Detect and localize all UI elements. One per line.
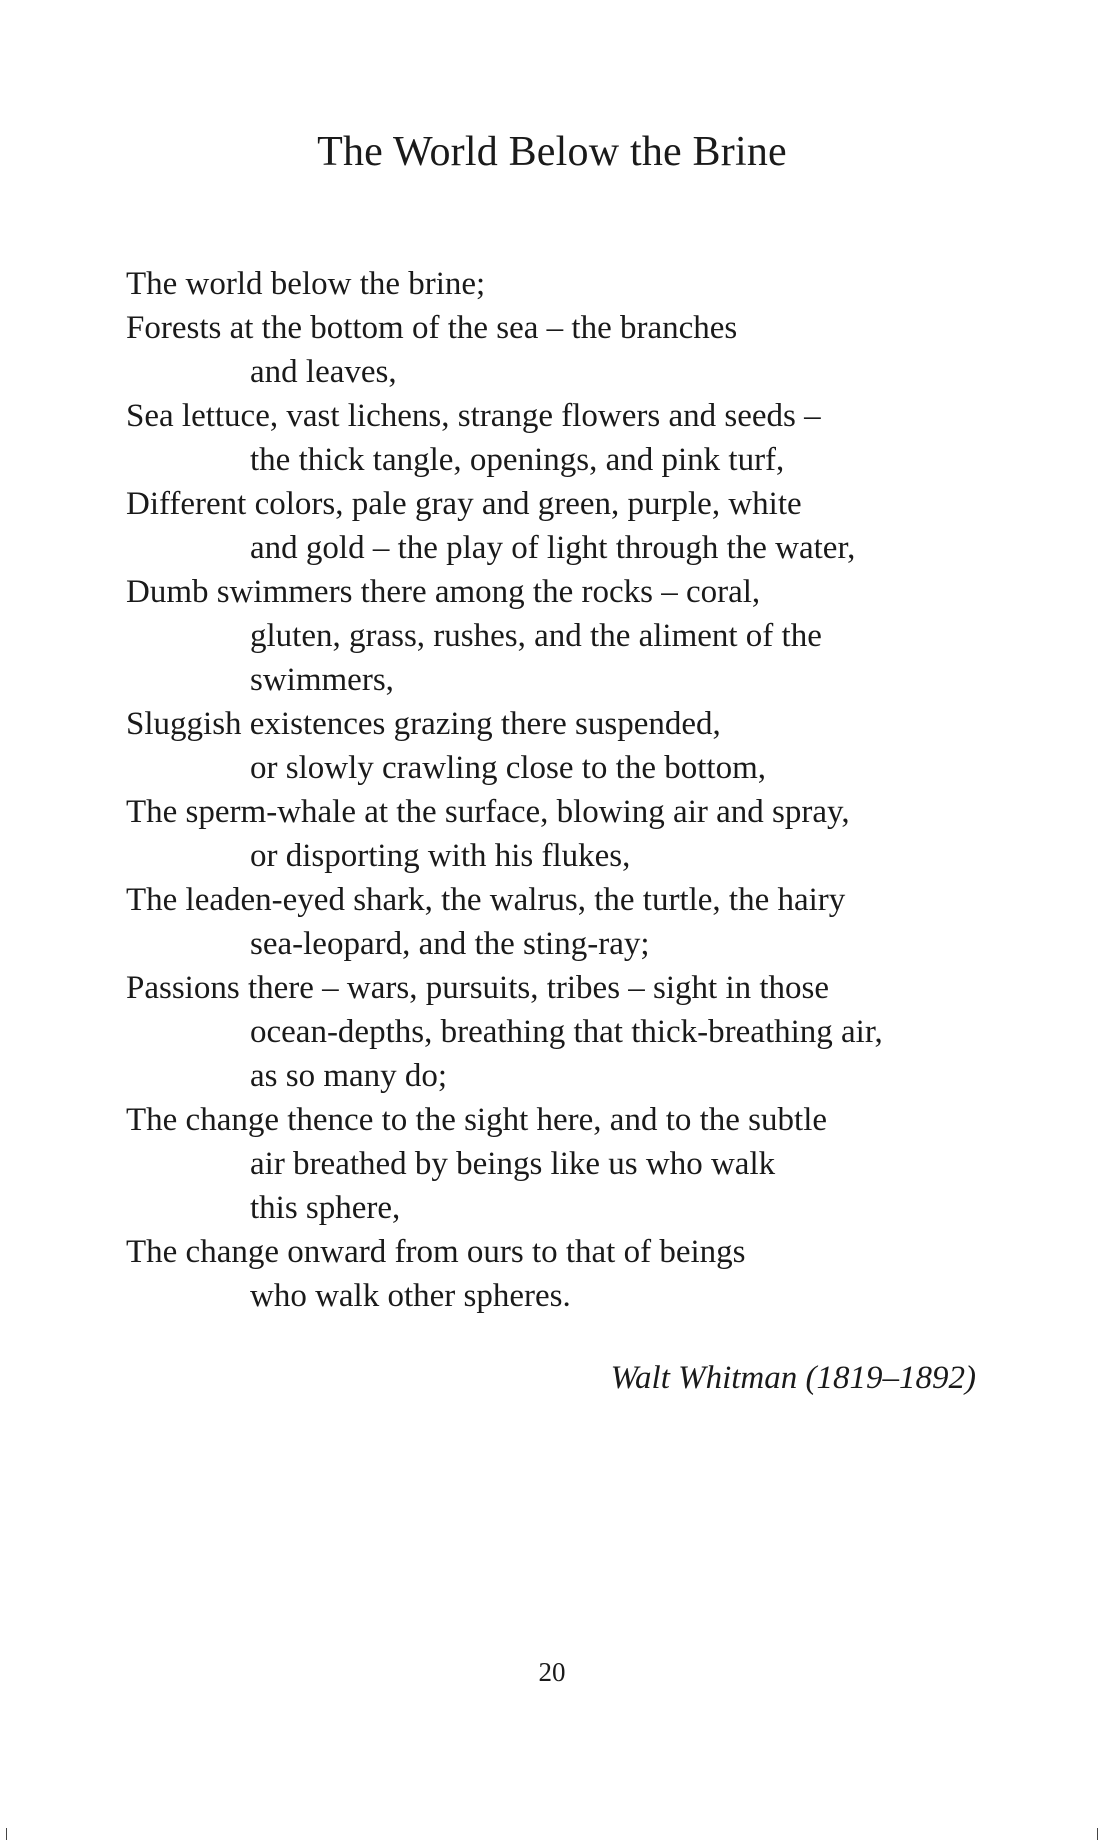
poem-attribution: Walt Whitman (1819–1892): [610, 1360, 976, 1396]
poem-title: The World Below the Brine: [317, 129, 787, 175]
poem-line-continuation: gluten, grass, rushes, and the aliment of the: [250, 618, 822, 654]
poem-line-continuation: and leaves,: [250, 354, 397, 390]
poem-line-continuation: the thick tangle, openings, and pink turf,: [250, 442, 785, 478]
poem-line: The change thence to the sight here, and to the subtle: [126, 1102, 828, 1138]
poem-line-continuation: ocean-depths, breathing that thick-breathing air,: [250, 1014, 883, 1050]
poem-line-continuation: and gold – the play of light through the water,: [250, 530, 856, 566]
poem-line: Sea lettuce, vast lichens, strange flowers and seeds –: [126, 398, 821, 434]
poem-line: The change onward from ours to that of beings: [126, 1234, 746, 1270]
poem-line-continuation: this sphere,: [250, 1190, 401, 1226]
crop-mark-left: [6, 1828, 7, 1840]
poem-line-continuation: or disporting with his flukes,: [250, 838, 631, 874]
page-number: 20: [538, 1657, 566, 1687]
crop-mark-right: [1097, 1828, 1098, 1840]
poem-line-continuation: as so many do;: [250, 1058, 448, 1094]
poem-line-continuation: swimmers,: [250, 662, 394, 698]
poem-line-continuation: air breathed by beings like us who walk: [250, 1146, 776, 1182]
poem-line: Sluggish existences grazing there suspended,: [126, 706, 721, 742]
poem-line: Different colors, pale gray and green, purple, white: [126, 486, 802, 522]
poem-line: The leaden-eyed shark, the walrus, the turtle, the hairy: [126, 882, 846, 918]
poem-line: Dumb swimmers there among the rocks – coral,: [126, 574, 761, 610]
poem-body: [126, 262, 1006, 1318]
poem-line-continuation: who walk other spheres.: [250, 1278, 571, 1314]
poem-line-continuation: sea-leopard, and the sting-ray;: [250, 926, 650, 962]
poem-line: Passions there – wars, pursuits, tribes – sight in those: [126, 970, 830, 1006]
poem-line: The world below the brine;: [126, 266, 486, 302]
poem-line-continuation: or slowly crawling close to the bottom,: [250, 750, 766, 786]
poem-line: Forests at the bottom of the sea – the branches: [126, 310, 738, 346]
poem-line: The sperm-whale at the surface, blowing air and spray,: [126, 794, 850, 830]
